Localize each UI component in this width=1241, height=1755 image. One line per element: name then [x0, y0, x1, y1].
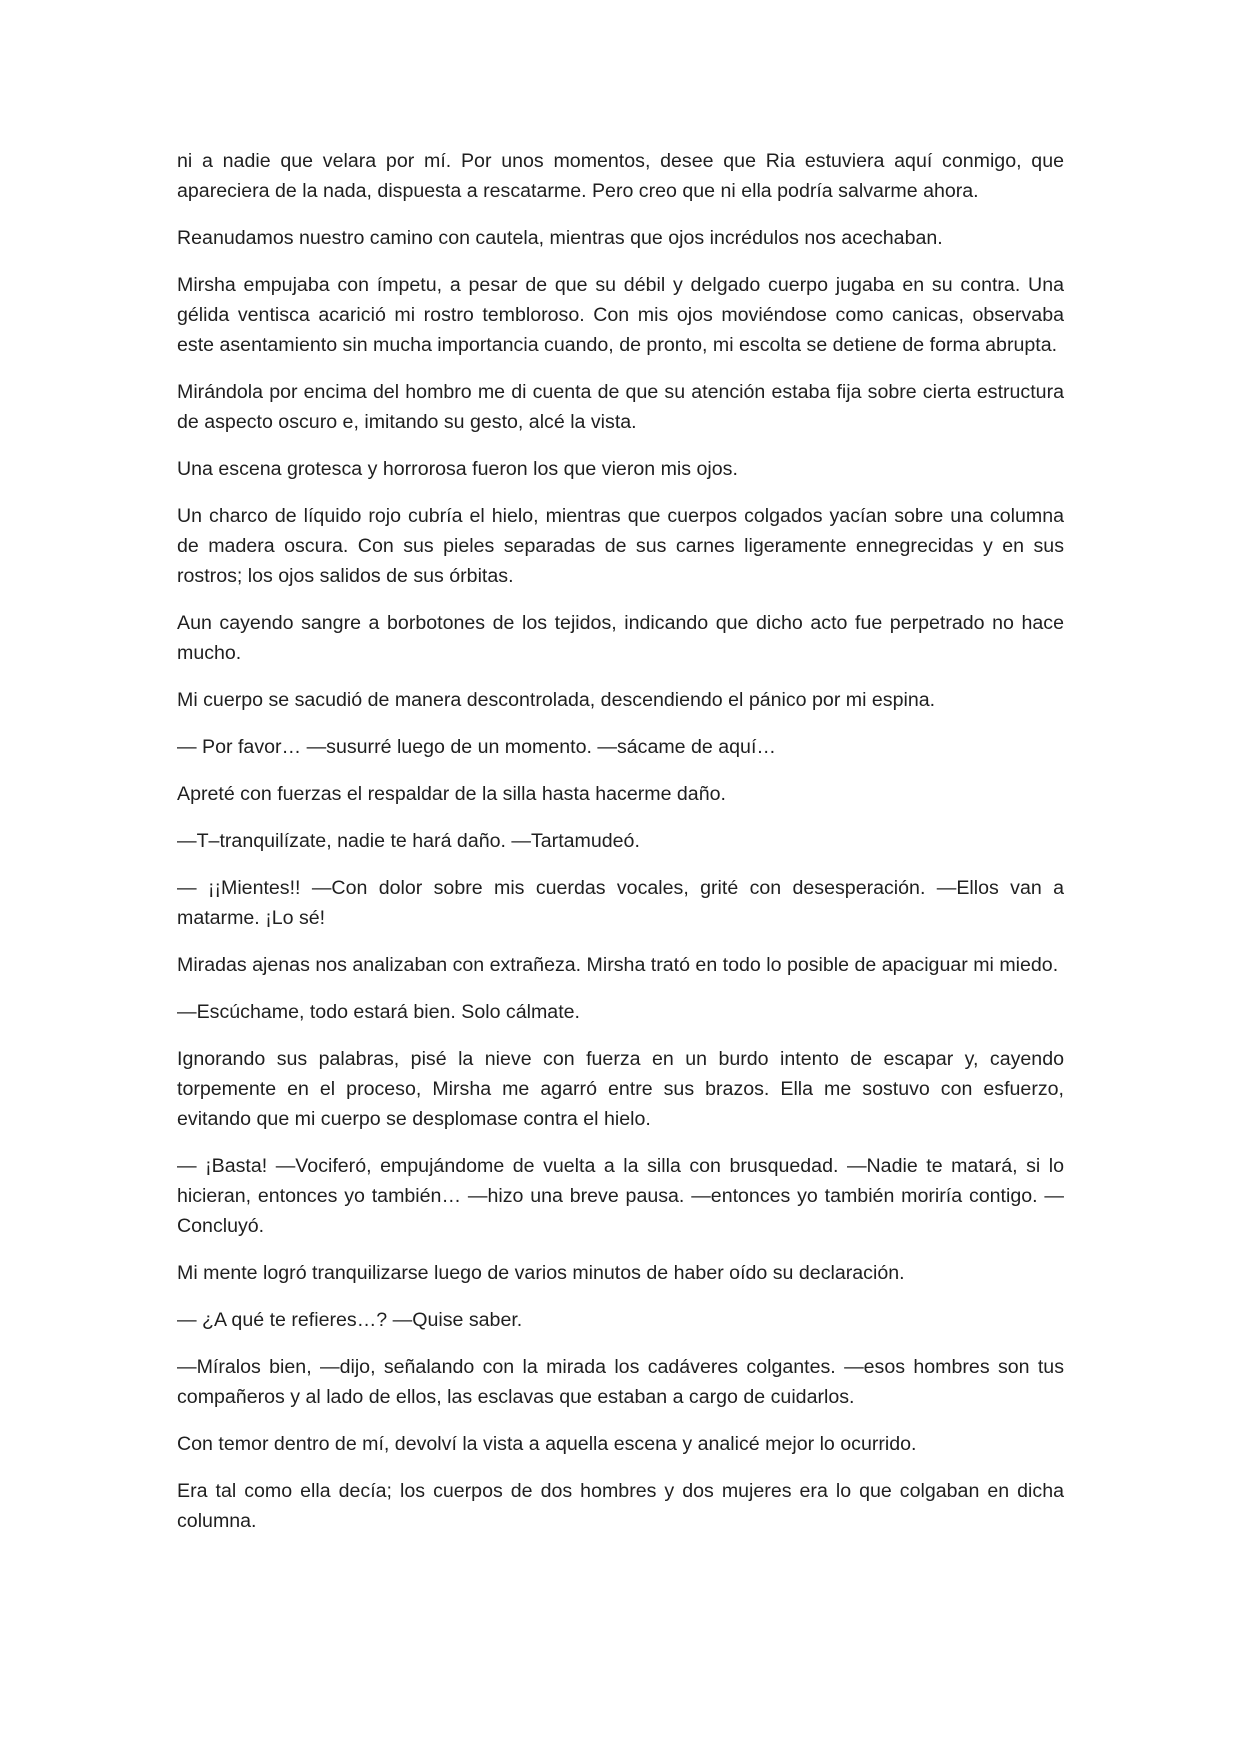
- dialogue-line: — ¿A qué te refieres…? —Quise saber.: [177, 1309, 523, 1331]
- document-body: [177, 146, 1064, 1553]
- dialogue-line: — ¡Basta! —Vociferó, empujándome de vuelta a la silla con brusquedad. —Nadie te matará, si lo hicieran, entonces yo también… —hizo una breve pausa. —entonces yo también moriría contigo. —Concluyó.: [177, 1155, 1064, 1237]
- paragraph: Mi mente logró tranquilizarse luego de varios minutos de haber oído su declaración.: [177, 1262, 905, 1284]
- paragraph: Mirándola por encima del hombro me di cuenta de que su atención estaba fija sobre cierta estructura de aspecto oscuro e, imitando su gesto, alcé la vista.: [177, 381, 1064, 433]
- paragraph: Mirsha empujaba con ímpetu, a pesar de que su débil y delgado cuerpo jugaba en su contra. Una gélida ventisca acarició mi rostro tembloroso. Con mis ojos moviéndose como canicas, observaba este asentamiento sin mucha importancia cuando, de pronto, mi escolta se detiene de forma abrupta.: [177, 274, 1064, 356]
- dialogue-line: —Escúchame, todo estará bien. Solo cálmate.: [177, 1001, 580, 1023]
- paragraph: Apreté con fuerzas el respaldar de la silla hasta hacerme daño.: [177, 783, 726, 805]
- paragraph: Un charco de líquido rojo cubría el hielo, mientras que cuerpos colgados yacían sobre una columna de madera oscura. Con sus pieles separadas de sus carnes ligeramente ennegrecidas y en sus rostros; los ojos salidos de sus órbitas.: [177, 505, 1064, 587]
- dialogue-line: — ¡¡Mientes!! —Con dolor sobre mis cuerdas vocales, grité con desesperación. —Ellos van a matarme. ¡Lo sé!: [177, 877, 1064, 929]
- paragraph: Aun cayendo sangre a borbotones de los tejidos, indicando que dicho acto fue perpetrado no hace mucho.: [177, 612, 1064, 664]
- dialogue-line: — Por favor… —susurré luego de un momento. —sácame de aquí…: [177, 736, 776, 758]
- paragraph: Reanudamos nuestro camino con cautela, mientras que ojos incrédulos nos acechaban.: [177, 227, 943, 249]
- paragraph: Miradas ajenas nos analizaban con extrañeza. Mirsha trató en todo lo posible de apaciguar mi miedo.: [177, 954, 1059, 976]
- paragraph: Mi cuerpo se sacudió de manera descontrolada, descendiendo el pánico por mi espina.: [177, 689, 936, 711]
- paragraph: Una escena grotesca y horrorosa fueron los que vieron mis ojos.: [177, 458, 738, 480]
- paragraph: Con temor dentro de mí, devolví la vista a aquella escena y analicé mejor lo ocurrido.: [177, 1433, 917, 1455]
- dialogue-line: —T–tranquilízate, nadie te hará daño. —Tartamudeó.: [177, 830, 640, 852]
- paragraph: Era tal como ella decía; los cuerpos de dos hombres y dos mujeres era lo que colgaban en dicha columna.: [177, 1480, 1064, 1532]
- dialogue-line: —Míralos bien, —dijo, señalando con la mirada los cadáveres colgantes. —esos hombres son tus compañeros y al lado de ellos, las esclavas que estaban a cargo de cuidarlos.: [177, 1356, 1064, 1408]
- paragraph: ni a nadie que velara por mí. Por unos momentos, desee que Ria estuviera aquí conmigo, que apareciera de la nada, dispuesta a rescatarme. Pero creo que ni ella podría salvarme ahora.: [177, 150, 1064, 202]
- paragraph: Ignorando sus palabras, pisé la nieve con fuerza en un burdo intento de escapar y, cayendo torpemente en el proceso, Mirsha me agarró entre sus brazos. Ella me sostuvo con esfuerzo, evitando que mi cuerpo se desplomase contra el hielo.: [177, 1048, 1064, 1130]
